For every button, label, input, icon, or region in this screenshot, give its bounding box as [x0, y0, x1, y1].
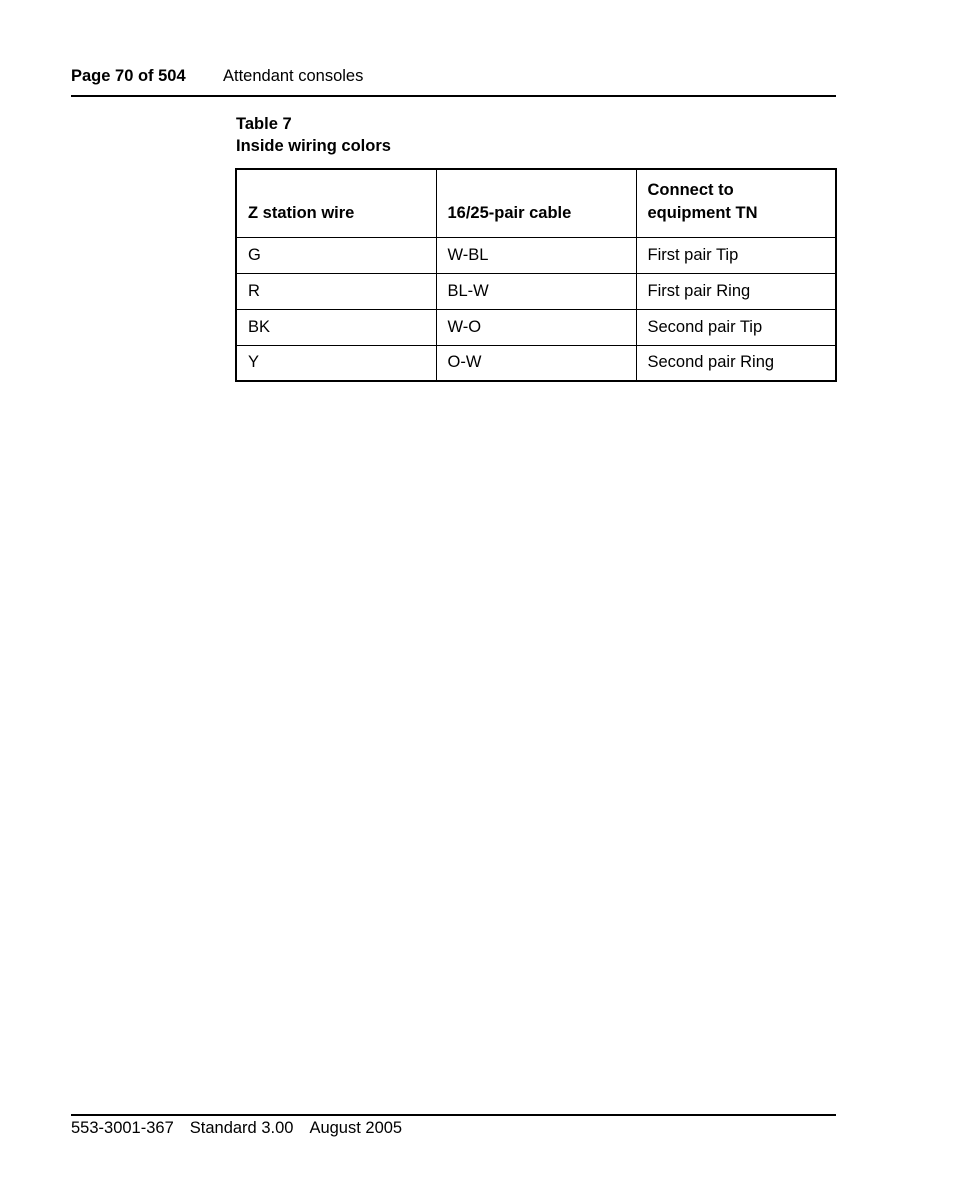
table-title: Inside wiring colors	[236, 137, 391, 155]
publication-date: August 2005	[309, 1119, 403, 1137]
table-cell: R	[236, 273, 436, 309]
table-row	[236, 309, 836, 345]
column-header-pair-cable: 16/25-pair cable	[436, 169, 636, 237]
table-row	[236, 273, 836, 309]
table-cell: First pair Ring	[636, 273, 836, 309]
table-cell: BL-W	[436, 273, 636, 309]
table-cell: W-BL	[436, 237, 636, 273]
section-title: Attendant consoles	[223, 67, 364, 85]
page-footer	[71, 1118, 418, 1138]
table-row	[236, 345, 836, 381]
table-caption	[236, 113, 391, 157]
column-header-connect-to-equipment	[636, 169, 836, 237]
table-header-row	[236, 169, 836, 237]
page-number: Page 70 of 504	[71, 67, 186, 85]
page-header	[71, 66, 363, 86]
table-cell: First pair Tip	[636, 237, 836, 273]
table-cell: W-O	[436, 309, 636, 345]
table-cell: O-W	[436, 345, 636, 381]
table-number: Table 7	[236, 115, 292, 133]
header-rule	[71, 95, 836, 97]
table-cell: G	[236, 237, 436, 273]
table-cell: Second pair Ring	[636, 345, 836, 381]
table-cell: BK	[236, 309, 436, 345]
release-label: Standard 3.00	[189, 1119, 294, 1137]
document-number: 553-3001-367	[71, 1119, 174, 1137]
column-header-z-station-wire: Z station wire	[236, 169, 436, 237]
wiring-colors-table	[235, 168, 837, 382]
column-header-line: equipment TN	[647, 203, 758, 222]
table-row	[236, 237, 836, 273]
table-cell: Second pair Tip	[636, 309, 836, 345]
column-header-line: Connect to	[647, 180, 734, 199]
footer-rule	[71, 1114, 836, 1116]
table-cell: Y	[236, 345, 436, 381]
